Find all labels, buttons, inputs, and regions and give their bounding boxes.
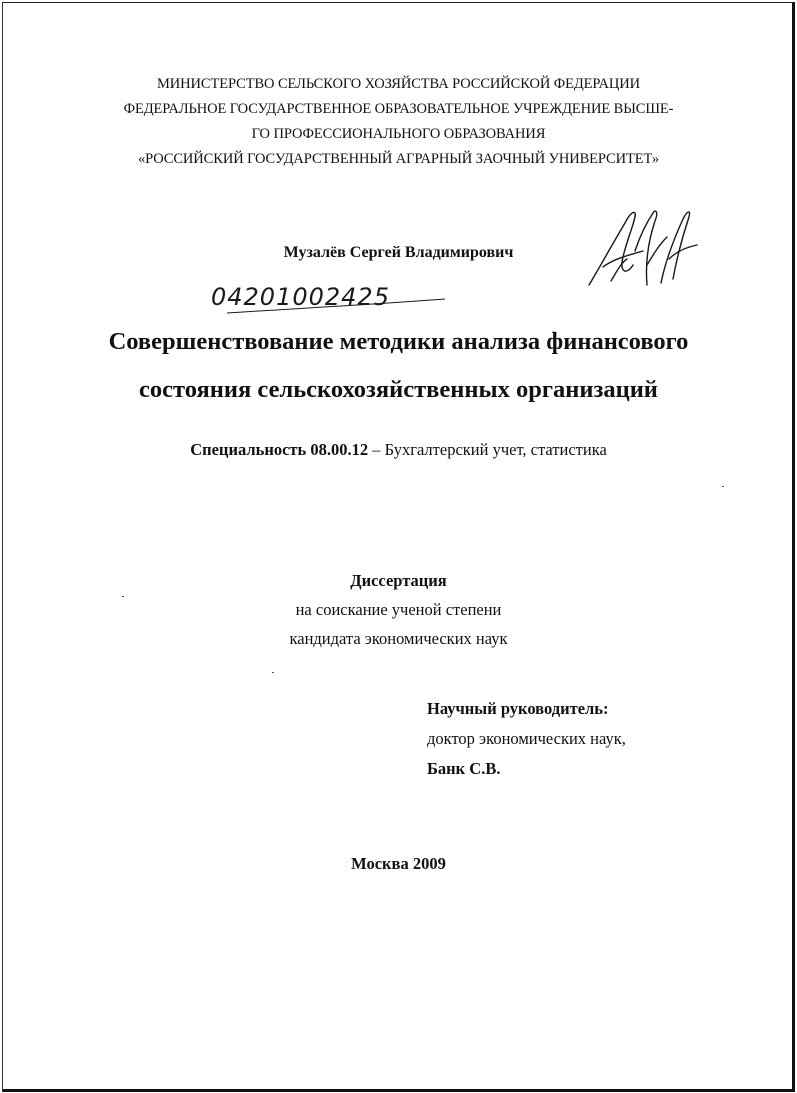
dissertation-title	[0, 318, 797, 414]
header-line: ФЕДЕРАЛЬНОЕ ГОСУДАРСТВЕННОЕ ОБРАЗОВАТЕЛЬНОЕ УЧРЕЖДЕНИЕ ВЫСШЕ-	[123, 101, 674, 117]
ministry-header	[0, 72, 797, 172]
signature-image	[583, 205, 703, 295]
specialty-label: Специальность 08.00.12	[190, 440, 369, 459]
scan-speck	[722, 486, 724, 487]
svg-text:04201002425: 04201002425	[211, 283, 390, 311]
handwritten-inventory-number	[207, 275, 457, 317]
advisor-rank: доктор экономических наук,	[427, 729, 626, 748]
city-year: Москва 2009	[351, 854, 446, 873]
title-line-2: состояния сельскохозяйственных организаций	[139, 376, 658, 403]
advisor-block	[427, 694, 626, 784]
scan-speck	[272, 672, 274, 673]
degree-block	[0, 566, 797, 653]
advisor-heading: Научный руководитель:	[427, 699, 609, 718]
degree-line-1: на соискание ученой степени	[295, 600, 502, 619]
author-name: Музалёв Сергей Владимирович	[283, 244, 514, 261]
scan-speck	[122, 596, 124, 597]
header-line: ГО ПРОФЕССИОНАЛЬНОГО ОБРАЗОВАНИЯ	[251, 126, 546, 142]
header-line: «РОССИЙСКИЙ ГОСУДАРСТВЕННЫЙ АГРАРНЫЙ ЗАОЧНЫЙ УНИВЕРСИТЕТ»	[137, 151, 660, 167]
advisor-name: Банк С.В.	[427, 759, 501, 778]
specialty-line	[0, 440, 797, 460]
degree-heading: Диссертация	[350, 571, 447, 590]
title-line-1: Совершенствование методики анализа финансового	[108, 328, 689, 355]
header-line: МИНИСТЕРСТВО СЕЛЬСКОГО ХОЗЯЙСТВА РОССИЙСКОЙ ФЕДЕРАЦИИ	[157, 76, 640, 92]
degree-line-2: кандидата экономических наук	[289, 629, 508, 648]
specialty-value: – Бухгалтерский учет, статистика	[368, 440, 607, 459]
